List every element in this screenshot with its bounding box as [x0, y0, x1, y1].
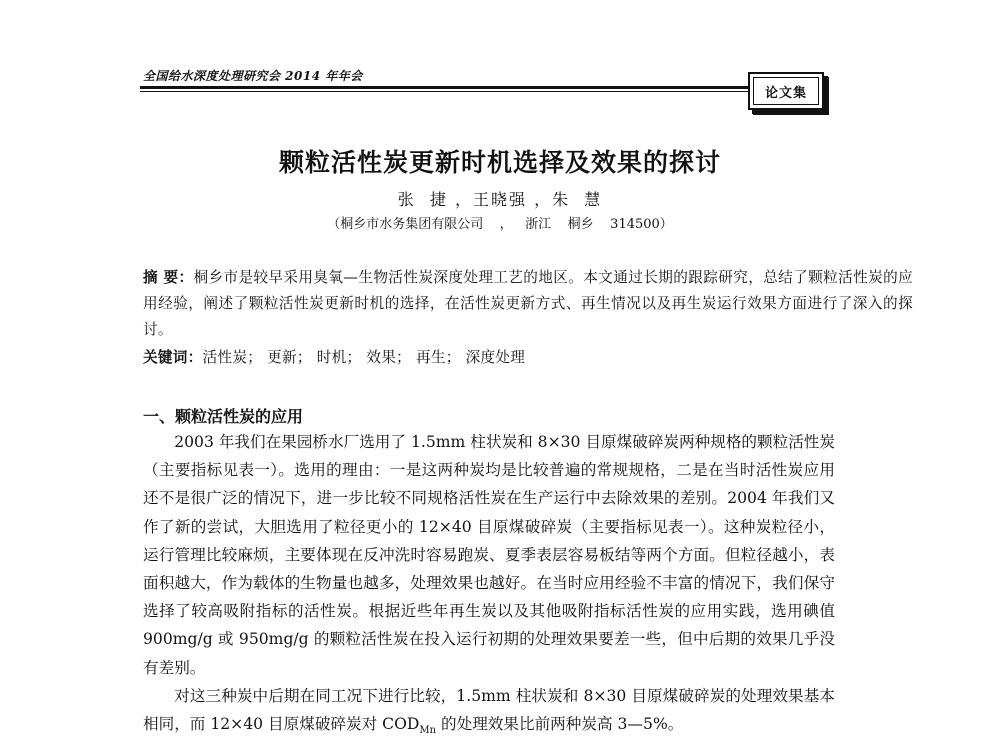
- paper-authors: 张 捷 ，王晓强 ，朱 慧: [397, 190, 603, 209]
- header-rule: [140, 86, 752, 89]
- abstract-text: 桐乡市是较早采用臭氧—生物活性炭深度处理工艺的地区。本文通过长期的跟踪研究，总结了颗粒活性炭的应用经验，阐述了颗粒活性炭更新时机的选择，在活性炭更新方式、再生情况以及再生炭运行效果方面进行了深入的探讨。: [143, 269, 914, 338]
- cod-subscript: Mn: [419, 725, 437, 737]
- body-paragraph-2: [143, 682, 835, 746]
- collection-badge-label: 论文集: [753, 77, 819, 105]
- conference-header: 全国给水深度处理研究会 2014 年年会: [143, 69, 363, 83]
- paper-title: 颗粒活性炭更新时机选择及效果的探讨: [278, 148, 721, 177]
- keywords: [143, 345, 913, 371]
- header-rule-thin: [140, 91, 752, 92]
- collection-badge: [748, 72, 824, 110]
- body-paragraph-1: 2003 年我们在果园桥水厂选用了 1.5mm 柱状炭和 8×30 目原煤破碎炭两种规格的颗粒活性炭（主要指标见表一）。选用的理由：一是这两种炭均是比较普遍的常规规格，二是在当时活性炭应用还不是很广泛的情况下，进一步比较不同规格活性炭在生产运行中去除效果的差别。2004 年我们又作了新的尝试，大胆选用了粒径更小的 12×40 目原煤破碎炭（主要指标见表一）。这种炭粒径小，运行管理比较麻烦，主要体现在反冲洗时容易跑炭、夏季表层容易板结等两个方面。但粒径越小，表面积越大，作为载体的生物量也越多，处理效果也越好。在当时应用经验不丰富的情况下，我们保守选择了较高吸附指标的活性炭。根据近些年再生炭以及其他吸附指标活性炭的应用实践，选用碘值 900mg/g 或 950mg/g 的颗粒活性炭在投入运行初期的处理效果要差一些，但中后期的效果几乎没有差别。: [143, 433, 835, 677]
- abstract-label: 摘 要：: [143, 269, 194, 286]
- keywords-label: 关键词：: [143, 349, 203, 366]
- keywords-text: 活性炭； 更新； 时机； 效果； 再生； 深度处理: [202, 349, 526, 366]
- paper-affiliation: （桐乡市水务集团有限公司 ， 浙江 桐乡 314500）: [327, 217, 673, 232]
- paragraph-2-text-end: 的处理效果比前两种炭高 3—5%。: [436, 715, 684, 734]
- section-heading: 一、颗粒活性炭的应用: [143, 407, 304, 426]
- paragraph-2-text: 对这三种炭中后期在同工况下进行比较，1.5mm 柱状炭和 8×30 目原煤破碎炭的处理效果基本相同，而 12×40 目原煤破碎炭对 COD: [143, 687, 835, 734]
- abstract: [143, 265, 913, 343]
